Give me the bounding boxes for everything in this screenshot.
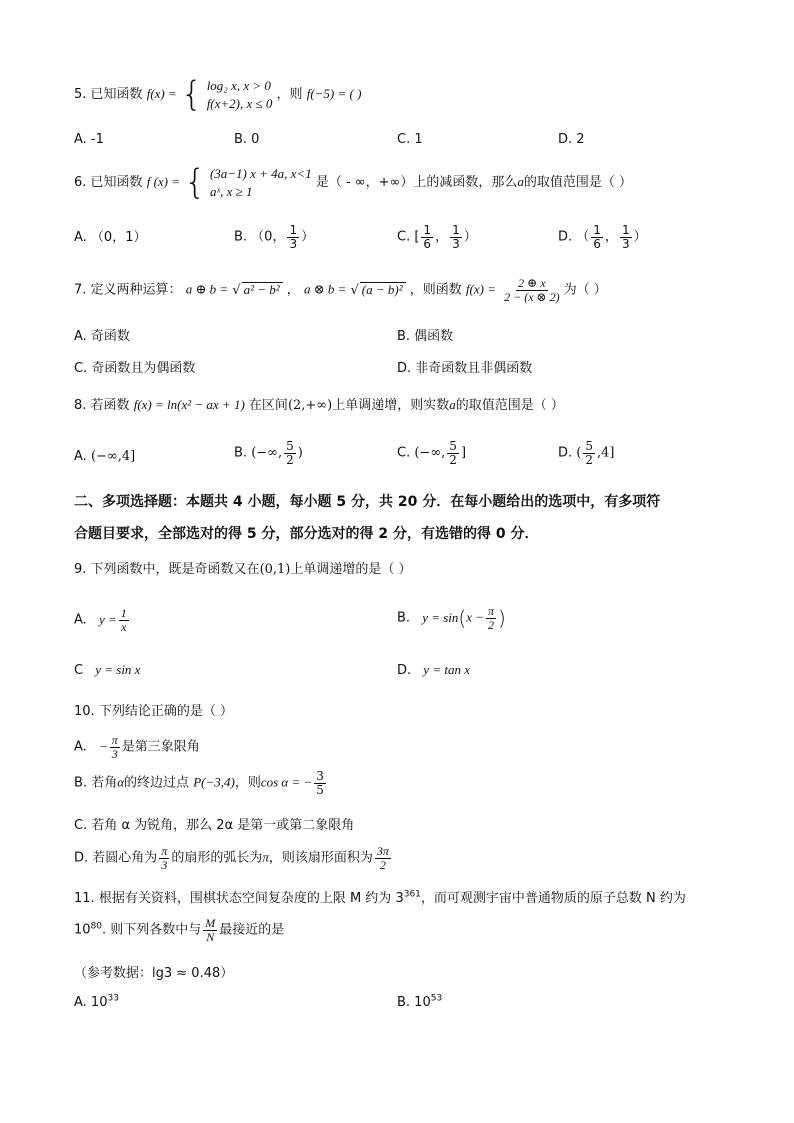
q5-number: 5. [74,87,87,103]
q10-option-a [74,734,200,760]
q8-option-d-post: ,4] [597,445,615,461]
frac-num: 1 [120,606,127,620]
q6-option-b-post: ） [301,229,315,245]
q8-stem [74,398,564,412]
frac-den: 2 [585,452,594,467]
q10-option-b-alpha: α [117,774,125,790]
q6-option-c-pre: C. [ [397,229,420,245]
q5-case1: log₂ x, x > 0 [206,78,271,93]
q8-number: 8. [74,398,87,413]
q10-option-d-pi: π [262,849,269,865]
q5-option-a: A. -1 [74,132,104,147]
q8-interval: (2,+∞) [287,398,333,413]
q7-def2-radicand: (a − b)² [360,282,406,296]
q11-base-10: 10 [74,922,91,938]
q10-option-a-label: A. [74,739,87,755]
q10-option-b-cos: cos α = − [260,774,313,790]
q6-option-b-frac [287,224,299,250]
q9-stem [74,563,412,576]
q10-option-d-frac2 [375,845,391,871]
q6-number: 6. [74,175,87,191]
q5-option-d: D. 2 [558,132,585,147]
q7-tail: 为（ ） [563,282,607,298]
q11-line1 [74,889,686,906]
frac-den: x [121,619,127,634]
q10-option-a-tail: 是第三象限角 [121,739,200,755]
q11-reference: （参考数据：lg3 ≈ 0.48） [74,966,234,981]
frac-num: 1 [289,223,298,237]
q9-option-b-rparen: ) [498,606,506,631]
q7-option-d: D. 非奇函数且非偶函数 [397,361,533,376]
q6-fx: f (x) = [146,174,181,190]
q11-line2 [74,917,284,943]
q5-piecewise [207,77,273,112]
q7-fraction [502,277,561,303]
q8-option-b-post: ) [297,445,303,461]
frac-num: 1 [593,223,601,237]
q9-tail: 上单调递增的是（ ） [290,562,412,577]
q6-lead: 已知函数 [90,175,143,191]
q11-exponent-80: 80 [90,921,102,932]
q10-option-b-point: P(−3,4) [193,774,235,790]
q10-option-d-mid: 的扇形的弧长为 [171,850,263,866]
q7-def2-lhs: a ⊗ b = [303,281,347,297]
q9-interval: (0,1) [259,562,291,577]
q11-line2-tail: 最接近的是 [219,922,285,938]
q9-option-a-lhs: y = [98,611,117,627]
q10-option-d-tail: ，则该扇形面积为 [268,850,373,866]
q9-lead: 下列函数中，既是奇函数又在 [90,562,260,577]
q8-option-d [558,440,615,466]
q10-option-b-label: B. [74,775,88,791]
q9-option-a-label: A. [74,612,87,628]
q10-option-a-neg: − [98,738,108,754]
frac-num: 2 ⊕ x [518,276,546,290]
q6-option-b-pre: B. （0， [234,229,286,245]
q8-expr: f(x) = ln(x² − ax + 1) [133,397,245,412]
q9-number: 9. [74,562,87,577]
q6-option-c-post: ） [463,229,477,245]
q5-stem [74,74,362,115]
q7-fx: f(x) = [465,281,496,297]
q6-option-d-pre: D. （ [558,229,590,245]
q11-option-b-exp: 53 [430,993,443,1004]
frac-num: 3 [316,769,324,783]
q10-stem [74,705,233,718]
q6-tail2: 的取值范围是（ ） [523,175,632,191]
q8-lead: 若函数 [90,398,130,413]
q11-option-b-base: B. 10 [397,995,431,1010]
frac-den: 3 [111,746,118,761]
q11-line1-tail: ，而可观测宇宙中普通物质的原子总数 N 约为 [420,891,686,906]
frac-num: 1 [423,223,432,237]
q6-option-c-frac2 [450,224,462,250]
q6-option-d-post: ） [633,229,647,245]
q10-option-b-pre: 若角 [91,775,118,791]
q5-option-c: C. 1 [397,132,423,147]
q9-option-b-frac [486,605,496,631]
q6-option-d [558,224,647,250]
frac-num: π [111,733,118,747]
q10-option-d-frac1 [159,845,169,871]
q6-option-c [397,224,477,250]
frac-den: 2 − (x ⊗ 2) [504,289,560,304]
q10-option-b-tail: ，则 [234,775,261,791]
q7-option-a: A. 奇函数 [74,329,130,344]
frac-num: 5 [286,439,294,453]
q10-option-c: C. 若角 α 为锐角，那么 2α 是第一或第二象限角 [74,818,355,833]
frac-num: 3π [376,844,389,858]
frac-den: 3 [621,236,630,251]
q8-option-c-label: C. [397,445,411,461]
q7-mid: ，则函数 [409,282,462,298]
q9-option-b-lhs: y = sin [422,609,459,625]
frac-den: 6 [423,236,432,251]
q10-option-b [74,770,328,796]
q8-option-d-label: D. [558,445,573,461]
q6-piecewise [210,165,312,200]
frac-num: π [161,844,168,858]
q9-option-b-label: B. [397,610,411,626]
frac-num: 1 [452,223,460,237]
q8-option-a-label: A. [74,449,87,464]
q7-option-c: C. 奇函数且为偶函数 [74,361,196,376]
q10-lead: 下列结论正确的是（ ） [98,704,233,719]
frac-den: 2 [379,857,386,872]
q7-stem [74,277,607,303]
q8-tail2: 的取值范围是（ ） [455,398,564,413]
q8-mid: 在区间 [248,398,288,413]
q5-brace: { [180,74,203,115]
q10-option-b-mid: 的终边过点 [124,775,190,791]
q5-tail: ，则 [276,87,303,103]
q9-option-b-x: x − [466,609,485,625]
frac-den: 3 [289,236,298,251]
q6-option-c-sep: ， [435,229,449,245]
q6-option-d-frac2 [620,224,632,250]
q8-option-c-post: ] [460,445,467,461]
q9-option-c [74,663,140,677]
section2-heading-line1: 二、多项选择题：本题共 4 小题，每小题 5 分，共 20 分．在每小题给出的选项中，有多项符 [74,494,661,510]
q6-brace: { [184,162,206,203]
q8-option-d-pre: ( [576,445,582,461]
q11-line2-text: . 则下列各数中与 [102,922,202,938]
q9-option-d-label: D. [397,663,412,678]
frac-den: 5 [316,782,324,797]
frac-den: 2 [488,617,495,632]
q10-option-d [74,845,393,871]
q10-option-d-label: D. [74,850,89,866]
q5-lead: 已知函数 [90,87,143,103]
q8-option-d-frac [583,440,595,466]
frac-num: 5 [449,439,457,453]
q11-option-b [397,993,443,1010]
q5-case2: f(x+2), x ≤ 0 [206,95,273,111]
q8-option-a-value: (−∞,4] [90,449,136,464]
q8-option-c [397,440,466,466]
q8-option-c-pre: (−∞, [414,445,446,461]
q5-option-b: B. 0 [234,132,260,147]
q5-ask: f(−5) = ( ) [306,86,362,102]
q11-fraction [203,917,217,943]
frac-den: 3 [452,236,460,251]
q9-option-a [74,607,131,633]
frac-den: 2 [449,452,457,467]
frac-num: 1 [621,223,630,237]
q6-var: a [517,174,524,190]
q11-exponent-361: 361 [403,889,421,900]
frac-num: π [488,604,495,618]
q7-number: 7. [74,282,87,298]
q11-option-a-base: A. 10 [74,995,108,1010]
frac-num: M [205,916,216,930]
q9-option-d-value: y = tan x [423,662,470,677]
q8-var: a [449,397,456,412]
q9-option-c-label: C [74,663,84,678]
q11-line1-text: 根据有关资料，围棋状态空间复杂度的上限 M 约为 3 [98,891,404,906]
frac-num: 5 [585,439,594,453]
q11-number: 11. [74,891,95,906]
q11-option-a [74,993,119,1010]
q9-option-d [397,663,470,677]
frac-den: 2 [286,452,294,467]
q10-option-d-pre: 若圆心角为 [92,850,158,866]
q6-case1: (3a−1) x + 4a, x<1 [209,166,312,181]
q6-option-a: A. （0，1） [74,230,147,245]
q10-number: 10. [74,704,95,719]
q6-tail: 是（ - ∞，+∞）上的减函数，那么 [315,175,518,191]
section2-heading-line2: 合题目要求，全部选对的得 5 分，部分选对的得 2 分，有选错的得 0 分． [74,526,539,542]
q7-sep: ， [286,282,300,298]
q7-def1-root: √ a² − b² [232,283,282,298]
q10-option-b-frac [314,770,326,796]
q8-tail: 上单调递增，则实数 [332,398,450,413]
q7-def1-lhs: a ⊕ b = [185,281,229,297]
q6-option-d-frac1 [591,224,603,250]
q9-option-b [397,605,506,631]
q6-stem [74,162,632,203]
q8-option-b-pre: (−∞, [251,445,283,461]
q8-option-b-label: B. [234,445,248,461]
q10-option-a-frac [110,734,120,760]
frac-den: 3 [161,857,168,872]
q7-def1-radicand: a² − b² [242,282,283,296]
q6-option-c-frac1 [421,224,433,250]
q6-case2: aˣ, x ≥ 1 [209,183,253,199]
q6-option-b [234,224,314,250]
q11-option-a-exp: 33 [107,993,119,1004]
q9-option-a-frac [119,607,129,633]
q8-option-b-frac [284,440,296,466]
q9-option-c-value: y = sin x [95,662,141,677]
q8-option-a [74,450,135,463]
q7-lead: 定义两种运算： [90,282,182,298]
q8-option-c-frac [447,440,459,466]
frac-den: N [206,929,215,944]
q9-option-b-lparen: ( [458,606,467,631]
q6-option-d-sep: ， [604,229,618,245]
frac-den: 6 [593,236,601,251]
q5-fx: f(x) = [146,86,177,102]
q7-def2-root: √ (a − b)² [351,283,406,298]
q8-option-b [234,440,303,466]
q7-option-b: B. 偶函数 [397,329,454,344]
